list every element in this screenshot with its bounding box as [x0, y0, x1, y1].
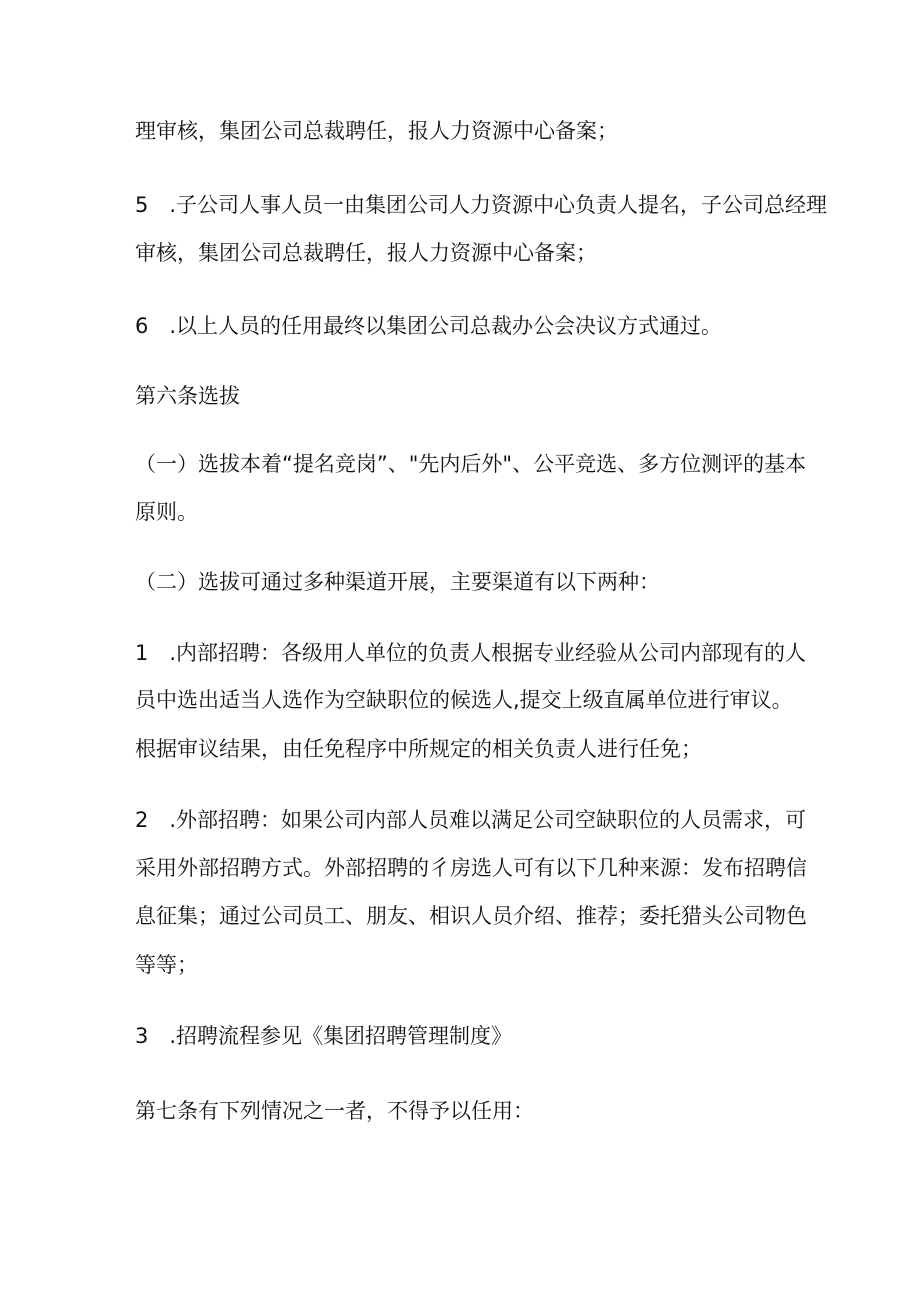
text-line: 理审核，集团公司总裁聘任，报人力资源中心备案； — [135, 119, 618, 143]
text-line: （二）选拔可通过多种渠道开展，主要渠道有以下两种： — [135, 570, 660, 594]
text-line: 等等； — [135, 953, 198, 977]
section-heading: 第七条有下列情况之一者，不得予以任用： — [135, 1099, 534, 1123]
text-line: 员中选出适当人选作为空缺职位的候选人,提交上级直属单位进行审议。 — [135, 688, 793, 712]
text-line: 1 .内部招聘：各级用人单位的负责人根据专业经验从公司内部现有的人 — [135, 641, 807, 665]
text-line: 2 .外部招聘：如果公司内部人员难以满足公司空缺职位的人员需求，可 — [135, 808, 807, 832]
text-line: 6 .以上人员的任用最终以集团公司总裁办公会决议方式通过。 — [135, 314, 723, 338]
text-line: 原则。 — [135, 500, 198, 524]
text-line: 采用外部招聘方式。外部招聘的彳房选人可有以下几种来源：发布招聘信 — [135, 856, 807, 880]
section-heading: 第六条选拔 — [135, 384, 240, 408]
text-line: 3 .招聘流程参见《集团招聘管理制度》 — [135, 1024, 513, 1048]
text-line: （一）选拔本着“提名竞岗”、"先内后外"、公平竞选、多方位测评的基本 — [135, 452, 807, 476]
text-line: 根据审议结果，由任免程序中所规定的相关负责人进行任免； — [135, 737, 702, 761]
text-line: 息征集；通过公司员工、朋友、相识人员介绍、推荐；委托猎头公司物色 — [135, 904, 807, 928]
text-line: 5 .子公司人事人员一由集团公司人力资源中心负责人提名，子公司总经理 — [135, 193, 828, 217]
text-line: 审核，集团公司总裁聘任，报人力资源中心备案； — [135, 241, 597, 265]
